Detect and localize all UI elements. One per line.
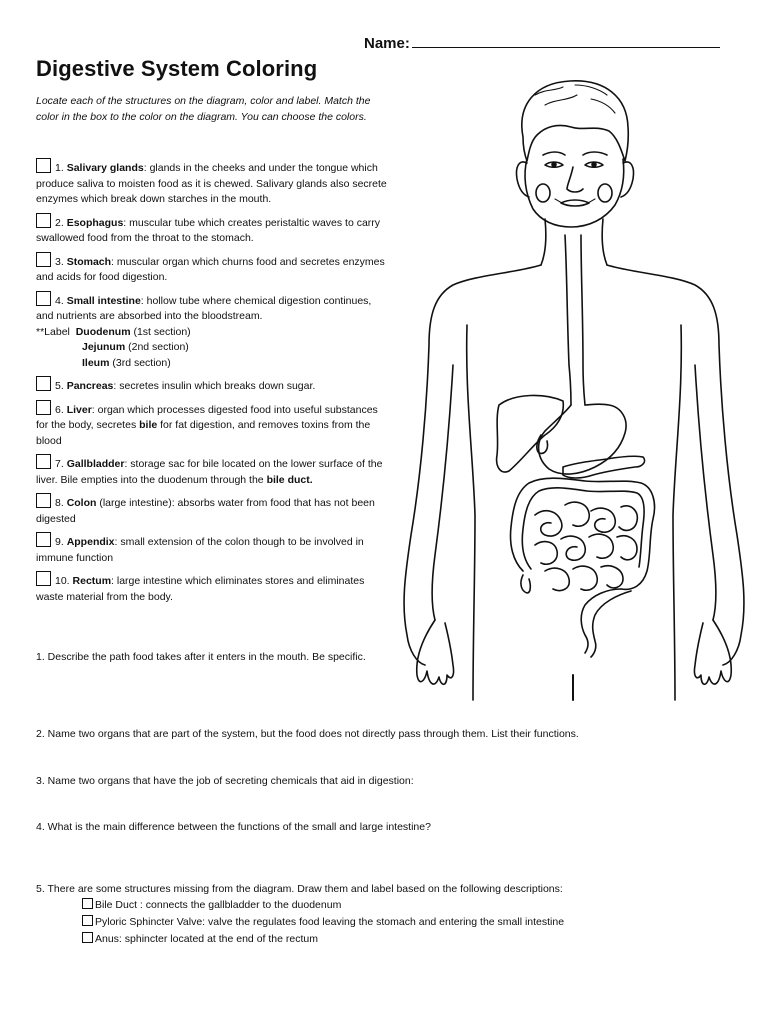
color-box[interactable] [36,532,51,547]
stomach [539,404,626,474]
nose [567,167,583,192]
item-term: Small intestine [66,294,141,307]
salivary-gland-right [598,184,612,202]
checkbox[interactable] [82,932,93,943]
question-2: 2. Name two organs that are part of the system, but the food does not directly pass through them. List their functions. [36,728,579,740]
checkbox[interactable] [82,898,93,909]
list-item: 2. Esophagus: muscular tube which creates peristaltic waves to carry swallowed food from the throat to the stomach. [36,213,388,247]
list-item: 9. Appendix: small extension of the colon though to be involved in immune function [36,532,388,566]
list-item: 3. Stomach: muscular organ which churns food and secretes enzymes and acids for food digestion. [36,252,388,286]
list-item: 5. Pancreas: secretes insulin which breaks down sugar. [36,376,388,395]
list-item: 4. Small intestine: hollow tube where chemical digestion continues, and nutrients are absorbed into the bloodstream. **Label Duodenum (1st section) Jejunum (2nd section) Ileum (3rd section) [36,291,388,372]
section-label-note: **Label Duodenum (1st section) [36,325,191,338]
hair [522,81,628,161]
item-term: Stomach [66,255,112,268]
list-item: 10. Rectum: large intestine which eliminates stores and eliminates waste material from the body. [36,571,388,605]
pancreas [563,456,645,478]
color-box[interactable] [36,571,51,586]
name-label: Name: [364,35,410,52]
neck [541,219,607,265]
list-item: 7. Gallbladder: storage sac for bile located on the lower surface of the liver. Bile empties into the duodenum through the bile duct. [36,454,388,488]
hand-right [694,620,731,684]
option-anus: Anus: sphincter located at the end of the rectum [82,932,318,947]
list-item: 1. Salivary glands: glands in the cheeks and under the tongue which produce saliva to moisten food as it is chewed. Salivary glands also secrete enzymes which break down starches in the mouth. [36,158,388,208]
item-term: Pancreas [66,380,114,392]
section-label-note: Jejunum (2nd section) [82,341,189,353]
color-box[interactable] [36,158,51,173]
appendix [521,575,530,593]
color-box[interactable] [36,454,51,469]
colon [511,478,655,589]
item-term: Gallbladder [66,458,125,470]
salivary-gland-left [536,184,550,202]
head [525,159,624,227]
item-term: Salivary glands [66,162,144,174]
color-box[interactable] [36,213,51,228]
question-1: 1. Describe the path food takes after it enters in the mouth. Be specific. [36,651,366,663]
color-box[interactable] [36,400,51,415]
digestive-system-diagram [395,75,755,705]
item-term: Esophagus [66,216,124,229]
item-term: Appendix [66,536,115,548]
page-title: Digestive System Coloring [36,56,318,81]
item-term: Rectum [72,575,112,587]
rectum [581,589,631,657]
esophagus [565,235,585,405]
checkbox[interactable] [82,915,93,926]
list-item: 6. Liver: organ which processes digested food into useful substances for the body, secretes bile for fat digestion, and removes toxins from the blood [36,400,388,450]
item-term: Colon [66,497,97,509]
option-pyloric-sphincter: Pyloric Sphincter Valve: valve the regulates food leaving the stomach and entering the small intestine [82,915,564,930]
section-label-note: Ileum (3rd section) [82,356,171,369]
color-box[interactable] [36,376,51,391]
color-box[interactable] [36,493,51,508]
hand-left [417,620,454,684]
liver [497,395,564,472]
color-box[interactable] [36,291,51,306]
option-bile-duct: Bile Duct : connects the gallbladder to the duodenum [82,898,341,913]
name-blank-line[interactable] [412,35,720,48]
small-intestine [535,502,637,590]
question-5: 5. There are some structures missing from the diagram. Draw them and label based on the following descriptions: [36,883,563,895]
question-3: 3. Name two organs that have the job of secreting chemicals that aid in digestion: [36,775,414,787]
color-box[interactable] [36,252,51,267]
instructions: Locate each of the structures on the diagram, color and label. Match the color in the box to the color on the diagram. You can choose the colors. [36,95,371,123]
structure-list [36,158,388,610]
question-4: 4. What is the main difference between the functions of the small and large intestine? [36,821,431,833]
list-item: 8. Colon (large intestine): absorbs water from food that has not been digested [36,493,388,527]
item-term: Liver [66,403,92,416]
mouth [561,200,589,206]
name-field[interactable] [364,35,720,52]
